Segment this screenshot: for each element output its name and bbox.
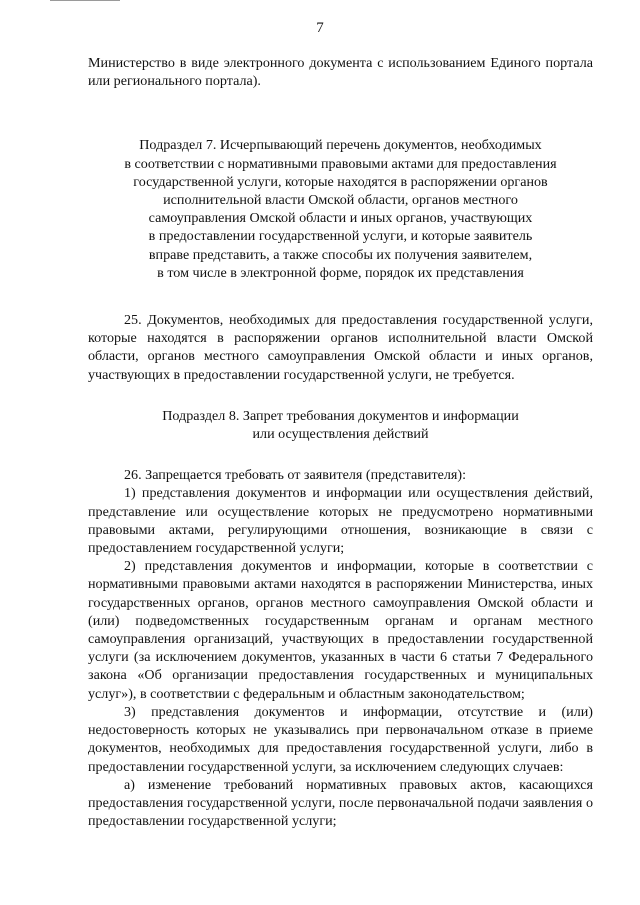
intro-paragraph: Министерство в виде электронного документа с использованием Единого портала или регионального портала). xyxy=(88,55,593,90)
document-body xyxy=(88,54,593,830)
heading-line: исполнительной власти Омской области, органов местного xyxy=(163,192,518,209)
heading-line: Подраздел 8. Запрет требования документов и информации xyxy=(162,407,519,424)
heading-line: Подраздел 7. Исчерпывающий перечень документов, необходимых xyxy=(139,137,542,154)
paragraph-26-item-3: 3) представления документов и информации, отсутствие и (или) недостоверность которых не указывались при первоначальном отказе в приеме документов, необходимых для предоставления государственной услуги, либо в предоставлении государственной услуги, за исключением следующих случаев: xyxy=(88,703,593,775)
page-number: 7 xyxy=(316,20,324,36)
paragraph-26-item-1: 1) представления документов и информации или осуществления действий, представление или осуществление которых не предусмотрено нормативными правовыми актами, регулирующими отношения, возникающие в связи с предоставлением государственной услуги; xyxy=(88,485,593,557)
heading-line: или осуществления действий xyxy=(252,426,429,443)
subsection-7-heading xyxy=(88,136,593,282)
heading-line: в предоставлении государственной услуги, и которые заявитель xyxy=(148,228,533,245)
heading-line: государственной услуги, которые находятся в распоряжении органов xyxy=(133,173,548,190)
heading-line: самоуправления Омской области и иных органов, участвующих xyxy=(148,210,533,227)
heading-line: в том числе в электронной форме, порядок их представления xyxy=(157,264,524,281)
paragraph-25: 25. Документов, необходимых для предоставления государственной услуги, которые находятся в распоряжении органов исполнительной власти Омской области, органов местного самоуправления Омской области и иных органов, участвующих в предоставлении государственной услуги, не требуется. xyxy=(88,312,593,383)
paragraph-26-intro: 26. Запрещается требовать от заявителя (представителя): xyxy=(124,467,466,484)
top-rule xyxy=(50,0,120,1)
heading-line: вправе представить, а также способы их получения заявителем, xyxy=(148,246,533,263)
heading-line: в соответствии с нормативными правовыми актами для предоставления xyxy=(124,155,557,172)
paragraph-26-item-2: 2) представления документов и информации, которые в соответствии с нормативными правовыми актами находятся в распоряжении Министерства, иных государственных органов, органов местного самоуправления Омской области и (или) подведомственных государственным органам и органам местного самоуправления организаций, участвующих в предоставлении государственной услуги (за исключением документов, указанных в части 6 статьи 7 Федерального закона «Об организации предоставления государственных и муниципальных услуг»), в соответствии с федеральным и областным законодательством; xyxy=(88,558,593,702)
paragraph-26-subitem-a: а) изменение требований нормативных правовых актов, касающихся предоставления государственной услуги, после первоначальной подачи заявления о предоставлении государственной услуги; xyxy=(88,776,593,830)
subsection-8-heading xyxy=(88,407,593,443)
